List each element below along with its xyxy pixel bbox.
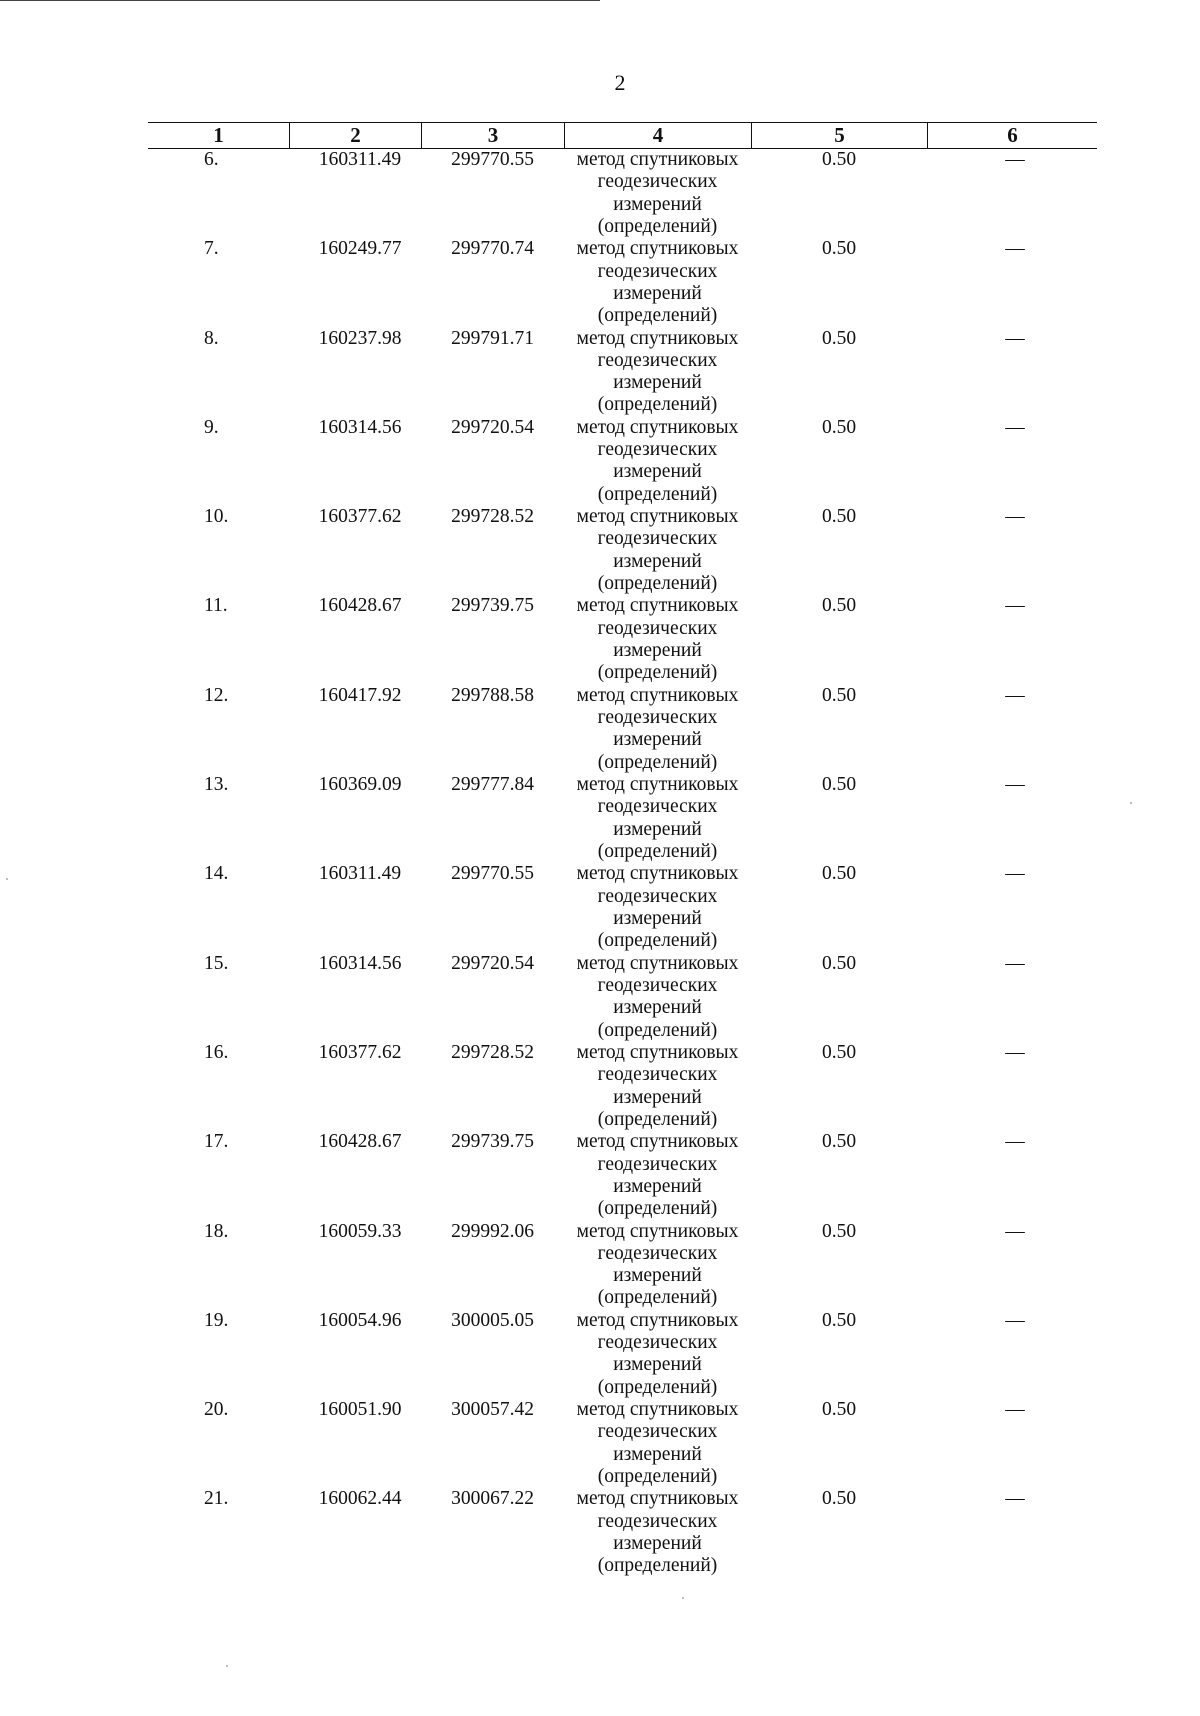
column-header-1: 1 (213, 123, 224, 147)
row-number: 21. (204, 1488, 229, 1510)
measurement-method: метод спутниковых геодезических измерений (определений) (576, 1399, 739, 1488)
column-header-5: 5 (751, 123, 927, 148)
note-value: — (1005, 327, 1025, 349)
measurement-method: метод спутниковых геодезических измерений (определений) (576, 952, 739, 1041)
note-value: — (1005, 684, 1025, 706)
coordinate-y: 299770.55 (451, 863, 534, 885)
coordinate-x: 160237.98 (318, 327, 402, 349)
table-row (148, 863, 1097, 952)
table-row (148, 1399, 1097, 1488)
note-value: — (1005, 1488, 1025, 1510)
measurement-method: метод спутниковых геодезических измерений (определений) (576, 863, 739, 952)
accuracy-value: 0.50 (821, 149, 857, 170)
coordinate-y: 299728.52 (451, 506, 534, 528)
table-row (148, 1042, 1097, 1131)
table-body (148, 149, 1097, 1578)
table-row (148, 685, 1097, 774)
table-row (148, 953, 1097, 1042)
coordinate-x: 160249.77 (318, 238, 402, 260)
table-row (148, 774, 1097, 863)
table-row (148, 238, 1097, 327)
note-value: — (1005, 1041, 1025, 1063)
coordinate-x: 160369.09 (318, 774, 402, 796)
scan-top-border (0, 0, 600, 1)
row-number: 7. (204, 238, 219, 260)
row-number: 18. (204, 1220, 229, 1242)
coordinate-y: 299770.55 (451, 149, 534, 170)
note-value: — (1005, 506, 1025, 528)
measurement-method: метод спутниковых геодезических измерений (определений) (576, 416, 739, 505)
row-number: 19. (204, 1309, 229, 1331)
column-header-6: 6 (927, 123, 1097, 148)
coordinate-y: 299720.54 (451, 416, 534, 438)
coordinate-x: 160314.56 (318, 416, 402, 438)
coordinate-y: 299791.71 (451, 327, 534, 349)
accuracy-value: 0.50 (821, 1041, 857, 1063)
coordinate-x: 160311.49 (318, 149, 402, 170)
coordinate-x: 160059.33 (318, 1220, 402, 1242)
accuracy-value: 0.50 (821, 863, 857, 885)
coordinate-x: 160311.49 (318, 863, 402, 885)
scan-speck (226, 1665, 228, 1667)
row-number: 17. (204, 1131, 229, 1153)
row-number: 16. (204, 1041, 229, 1063)
column-header-4: 4 (564, 123, 751, 148)
coordinate-y: 299739.75 (451, 1131, 534, 1153)
row-number: 8. (204, 327, 219, 349)
row-number: 13. (204, 774, 229, 796)
coordinate-y: 299770.74 (451, 238, 534, 260)
scan-speck (6, 878, 8, 880)
coordinate-x: 160417.92 (318, 684, 402, 706)
coordinate-y: 299788.58 (451, 684, 534, 706)
accuracy-value: 0.50 (821, 1399, 857, 1421)
accuracy-value: 0.50 (821, 327, 857, 349)
coordinate-y: 299728.52 (451, 1041, 534, 1063)
coordinate-x: 160428.67 (318, 1131, 402, 1153)
row-number: 12. (204, 684, 229, 706)
coordinate-x: 160428.67 (318, 595, 402, 617)
measurement-method: метод спутниковых геодезических измерений (определений) (576, 506, 739, 595)
measurement-method: метод спутниковых геодезических измерений (определений) (576, 595, 739, 684)
row-number: 10. (204, 506, 229, 528)
coordinate-y: 299992.06 (451, 1220, 534, 1242)
measurement-method: метод спутниковых геодезических измерений (определений) (576, 774, 739, 862)
accuracy-value: 0.50 (821, 1131, 857, 1153)
coordinate-y: 299739.75 (451, 595, 534, 617)
table-row (148, 328, 1097, 417)
coordinate-x: 160314.56 (318, 952, 402, 974)
note-value: — (1005, 1220, 1025, 1242)
accuracy-value: 0.50 (821, 774, 857, 796)
coordinate-x: 160051.90 (318, 1399, 402, 1421)
table-row (148, 417, 1097, 506)
table-row (148, 1488, 1097, 1577)
column-header-2: 2 (289, 123, 421, 148)
accuracy-value: 0.50 (821, 595, 857, 617)
row-number: 20. (204, 1399, 229, 1421)
accuracy-value: 0.50 (821, 684, 857, 706)
coordinate-x: 160062.44 (318, 1488, 402, 1510)
table-row (148, 1310, 1097, 1399)
note-value: — (1005, 416, 1025, 438)
note-value: — (1005, 149, 1025, 170)
accuracy-value: 0.50 (821, 1309, 857, 1331)
table-row (148, 1131, 1097, 1220)
coordinate-y: 299720.54 (451, 952, 534, 974)
note-value: — (1005, 238, 1025, 260)
note-value: — (1005, 863, 1025, 885)
coordinates-table (148, 122, 1097, 1578)
coordinate-x: 160377.62 (318, 506, 402, 528)
measurement-method: метод спутниковых геодезических измерений (определений) (576, 1488, 739, 1577)
note-value: — (1005, 595, 1025, 617)
note-value: — (1005, 774, 1025, 796)
coordinate-x: 160377.62 (318, 1041, 402, 1063)
column-header-3: 3 (421, 123, 564, 148)
row-number: 11. (204, 595, 228, 617)
accuracy-value: 0.50 (821, 238, 857, 260)
row-number: 6. (204, 149, 219, 170)
measurement-method: метод спутниковых геодезических измерений (определений) (576, 327, 739, 416)
measurement-method: метод спутниковых геодезических измерений (определений) (576, 238, 739, 327)
table-row (148, 149, 1097, 238)
measurement-method: метод спутниковых геодезических измерений (определений) (576, 1041, 739, 1130)
row-number: 15. (204, 952, 229, 974)
coordinate-y: 300005.05 (451, 1309, 534, 1331)
scan-speck (1130, 802, 1132, 804)
coordinate-y: 300057.42 (451, 1399, 534, 1421)
table-header-row (148, 122, 1097, 149)
coordinate-x: 160054.96 (318, 1309, 402, 1331)
accuracy-value: 0.50 (821, 1220, 857, 1242)
row-number: 9. (204, 416, 219, 438)
note-value: — (1005, 1131, 1025, 1153)
row-number: 14. (204, 863, 229, 885)
measurement-method: метод спутниковых геодезических измерений (определений) (576, 1220, 739, 1309)
measurement-method: метод спутниковых геодезических измерений (определений) (576, 149, 739, 237)
accuracy-value: 0.50 (821, 1488, 857, 1510)
accuracy-value: 0.50 (821, 506, 857, 528)
table-row (148, 506, 1097, 595)
note-value: — (1005, 952, 1025, 974)
coordinate-y: 300067.22 (451, 1488, 534, 1510)
table-row (148, 595, 1097, 684)
table-row (148, 1221, 1097, 1310)
measurement-method: метод спутниковых геодезических измерений (определений) (576, 1131, 739, 1220)
scan-speck (682, 1597, 684, 1599)
coordinate-y: 299777.84 (451, 774, 534, 796)
page-number: 2 (614, 70, 626, 95)
accuracy-value: 0.50 (821, 952, 857, 974)
note-value: — (1005, 1309, 1025, 1331)
measurement-method: метод спутниковых геодезических измерений (определений) (576, 684, 739, 773)
note-value: — (1005, 1399, 1025, 1421)
accuracy-value: 0.50 (821, 416, 857, 438)
measurement-method: метод спутниковых геодезических измерений (определений) (576, 1309, 739, 1398)
